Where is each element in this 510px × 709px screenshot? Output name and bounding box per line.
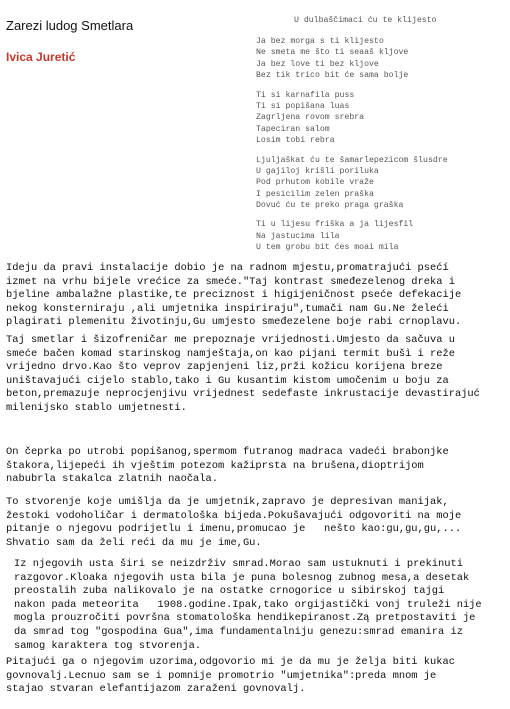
- prose-line: Iz njegovih usta širi se neizdrživ smrad.Morao sam ustuknuti i prekinuti: [14, 558, 463, 570]
- poem-line: Ja bez morga s ti klijesto: [256, 37, 384, 46]
- prose-line: samog karaktera tog stvorenja.: [14, 639, 202, 652]
- poem-line: U gajiloj krišli poriluka: [256, 166, 379, 176]
- prose-line: razgovor.Kloaka njegovih usta bila je puna bolesnog zubnog mesa,a desetak: [14, 571, 470, 584]
- prose-line: preostalih zuba nalikovalo je na ostatke crnogorice u sibirskoj tajgi: [14, 585, 445, 598]
- prose-line: Pitajući ga o njegovim uzorima,odgovorio mi je da mu je želja biti kukac: [6, 656, 455, 668]
- prose-line: Shvatio sam da želi reći da mu je ime,Gu.: [6, 536, 262, 549]
- prose-line: milenijsko stablo umjetnesti.: [6, 401, 187, 414]
- prose-line: To stvorenje koje umišlja da je umjetnik,zapravo je depresivan manijak,: [6, 496, 449, 508]
- prose-line: nekog konsterniraju ,ali umjetnika inspiriraju",tumači nam Gu.Ne želeći: [6, 302, 449, 315]
- poem-line: U tem grobu bit ćes moai mila: [256, 243, 399, 253]
- prose-paragraph: [6, 656, 506, 697]
- prose-line: nakon pada meteorita 1908.godine.Ipak,tako orgijastički vonj truleži nije: [14, 598, 482, 611]
- prose-line: smeće bačen komad starinskog namještaja,on kao pijani termit bušì i reže: [6, 347, 455, 360]
- prose-line: beton,premazuje neprocjenjivu vrijednest sedefaste inkrustacije devastirajuć: [6, 388, 480, 401]
- poem-line: Ti si karnafila puss: [256, 90, 355, 100]
- poem-line: Ti u lijesu friška a ja lijesfil: [256, 220, 414, 230]
- prose-line: nabubrla stakalca zlatnih naočala.: [6, 473, 219, 486]
- prose-line: uništavajući cijelo stablo,tako i Gu kusantim kistom umočenim u boju za: [6, 374, 449, 387]
- prose-line: On čeprka po utrobi popišanog,spermom futranog madraca vadeći brabonjke: [6, 446, 449, 458]
- poem-line: Bez tik trico bit će sama bolje: [256, 71, 409, 81]
- poem-line: I pesicilim zelen praška: [256, 189, 374, 199]
- prose-line: Ideju da pravi instalacije dobio je na radnom mjestu,promatrajući psećí: [6, 262, 449, 274]
- poem-line: Ja bez love ti bez kljove: [256, 59, 379, 69]
- prose-line: pitanje o njegovu podrijetlu i imenu,promucao je nešto kao:gu,gu,gu,...: [6, 523, 462, 536]
- prose-line: štakora,lijepeći ih vještim potezom kažiprsta na brušena,dioptrijom: [6, 459, 424, 472]
- poem-line: Zagrljena rovom srebra: [256, 113, 365, 123]
- poem: [256, 16, 508, 262]
- page-title: Zarezi ludog Smetlara: [6, 18, 134, 33]
- poem-line: Ljuljaškat ću te šamarlepezicom šlusdre: [256, 155, 448, 165]
- poem-stanza: [256, 90, 508, 147]
- poem-stanza: [256, 155, 508, 212]
- prose-paragraph: [14, 558, 506, 653]
- poem-title: U dulbaščimaci ću te klijesto: [294, 16, 437, 25]
- prose-line: stajao stvaran elefantijazom zaraženi govnovalj.: [6, 683, 306, 696]
- prose-paragraph: [6, 496, 506, 550]
- prose-line: žestoki vodoholičar i dermatološka bijeda.Pokušavajući odgovoriti na moje: [6, 509, 462, 522]
- prose-paragraph: [6, 262, 506, 330]
- prose-line: da smrad tog "gospodina Gua",ima fundamentalniju genezu:smrad emanira iz: [14, 625, 463, 638]
- poem-line: Dovuć ću te preko praga graška: [256, 201, 404, 211]
- prose-paragraph: [6, 446, 506, 487]
- prose-line: vrijedno drvo.Kao što veprov zapjenjeni liz,prži kožicu korijena breze: [6, 361, 443, 374]
- prose-line: plagirati plemenitu životinju,Gu umjesto smeđezelene boje rabi crnoplavu.: [6, 316, 462, 329]
- poem-line: Pod prhutom kobile vraže: [256, 178, 374, 188]
- prose-line: govnovalj.Lecnuo sam se i pomnije promotrio "umjetnika":preda mnom je: [6, 669, 437, 682]
- prose-line: Taj smetlar i šizofreničar me prepoznaje vrijednosti.Umjesto da sačuva u: [6, 334, 455, 346]
- author-name: Ivica Juretić: [6, 50, 76, 64]
- prose-paragraph: [6, 334, 506, 416]
- poem-stanza: [256, 36, 508, 82]
- poem-stanza: [256, 219, 508, 253]
- poem-line: Ti si popišana luas: [256, 101, 350, 111]
- prose-line: izmet na vrhu bijele vrećice za smeće."Taj kontrast smeđezelenog dreka i: [6, 275, 455, 288]
- poem-line: Na jastucima lila: [256, 231, 340, 241]
- prose-line: mogla prouzročiti površna stomatološka hendikepiranost.Zą pretpostaviti je: [14, 612, 476, 625]
- poem-line: Tapeciran salom: [256, 124, 330, 134]
- poem-line: Ne smeta me što ti seaaš kljove: [256, 48, 409, 58]
- prose-line: bjeline ambalažne plastike,te preciznost i higijeničnost pseće defekacije: [6, 289, 462, 302]
- poem-line: Losim tobi rebra: [256, 136, 335, 146]
